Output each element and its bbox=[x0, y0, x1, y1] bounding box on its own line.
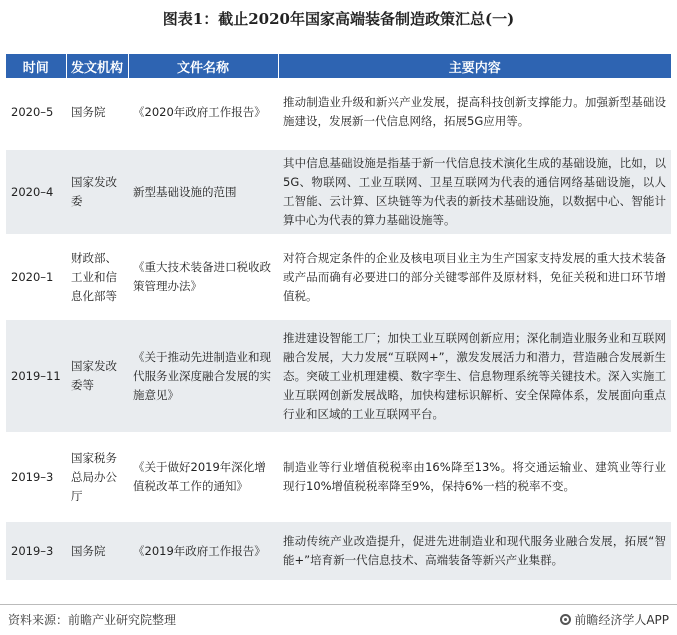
brand-logo-icon bbox=[560, 614, 571, 625]
brand-label bbox=[560, 611, 669, 628]
cell-agency: 国务院 bbox=[66, 78, 128, 148]
table-row bbox=[6, 434, 671, 520]
cell-time: 2019–11 bbox=[6, 318, 66, 434]
cell-document: 《2019年政府工作报告》 bbox=[128, 520, 278, 582]
column-header-agency: 发文机构 bbox=[66, 54, 128, 78]
cell-content: 对符合规定条件的企业及核电项目业主为生产国家支持发展的重大技术装备或产品而确有必要进口的部分关键零部件及原材料，免征关税和进口环节增值税。 bbox=[278, 236, 671, 318]
table-row bbox=[6, 236, 671, 318]
cell-content: 制造业等行业增值税税率由16%降至13%。将交通运输业、建筑业等行业现行10%增值税税率降至9%，保持6%一档的税率不变。 bbox=[278, 434, 671, 520]
cell-time: 2019–3 bbox=[6, 520, 66, 582]
cell-document: 《关于做好2019年深化增值税改革工作的通知》 bbox=[128, 434, 278, 520]
cell-time: 2020–4 bbox=[6, 148, 66, 236]
brand-text: 前瞻经济学人APP bbox=[574, 613, 669, 627]
cell-content: 推动制造业升级和新兴产业发展，提高科技创新支撑能力。加强新型基础设施建设，发展新一代信息网络，拓展5G应用等。 bbox=[278, 78, 671, 148]
cell-document: 新型基础设施的范围 bbox=[128, 148, 278, 236]
cell-agency: 财政部、工业和信息化部等 bbox=[66, 236, 128, 318]
cell-content: 其中信息基础设施是指基于新一代信息技术演化生成的基础设施，比如，以5G、物联网、工业互联网、卫星互联网为代表的通信网络基础设施，以人工智能、云计算、区块链等为代表的新技术基础设施，以数据中心、智能计算中心为代表的算力基础设施等。 bbox=[278, 148, 671, 236]
table-row bbox=[6, 520, 671, 582]
cell-content: 推进建设智能工厂；加快工业互联网创新应用；深化制造业服务业和互联网融合发展，大力发展“互联网+”，激发发展活力和潜力，营造融合发展新生态。突破工业机理建模、数字孪生、信息物理系统等关键技术。深入实施工业互联网创新发展战略，加快构建标识解析、安全保障体系，发展面向重点行业和区域的工业互联网平台。 bbox=[278, 318, 671, 434]
cell-time: 2019–3 bbox=[6, 434, 66, 520]
table-row bbox=[6, 318, 671, 434]
cell-document: 《2020年政府工作报告》 bbox=[128, 78, 278, 148]
column-header-time: 时间 bbox=[6, 54, 66, 78]
cell-agency: 国家税务总局办公厅 bbox=[66, 434, 128, 520]
source-note: 资料来源：前瞻产业研究院整理 bbox=[8, 613, 177, 627]
cell-document: 《关于推动先进制造业和现代服务业深度融合发展的实施意见》 bbox=[128, 318, 278, 434]
policy-table bbox=[6, 54, 671, 584]
cell-agency: 国家发改委 bbox=[66, 148, 128, 236]
table-row bbox=[6, 148, 671, 236]
page-title: 图表1：截止2020年国家高端装备制造政策汇总(一) bbox=[162, 10, 515, 28]
cell-document: 《重大技术装备进口税收政策管理办法》 bbox=[128, 236, 278, 318]
cell-time: 2020–1 bbox=[6, 236, 66, 318]
column-header-content: 主要内容 bbox=[278, 54, 671, 78]
column-header-document: 文件名称 bbox=[128, 54, 278, 78]
table-header-row bbox=[6, 54, 671, 78]
footer bbox=[0, 604, 677, 631]
cell-agency: 国务院 bbox=[66, 520, 128, 582]
cell-time: 2020–5 bbox=[6, 78, 66, 148]
table-row bbox=[6, 78, 671, 148]
cell-content: 推动传统产业改造提升，促进先进制造业和现代服务业融合发展，拓展“智能+”培育新一代信息技术、高端装备等新兴产业集群。 bbox=[278, 520, 671, 582]
cell-agency: 国家发改委等 bbox=[66, 318, 128, 434]
